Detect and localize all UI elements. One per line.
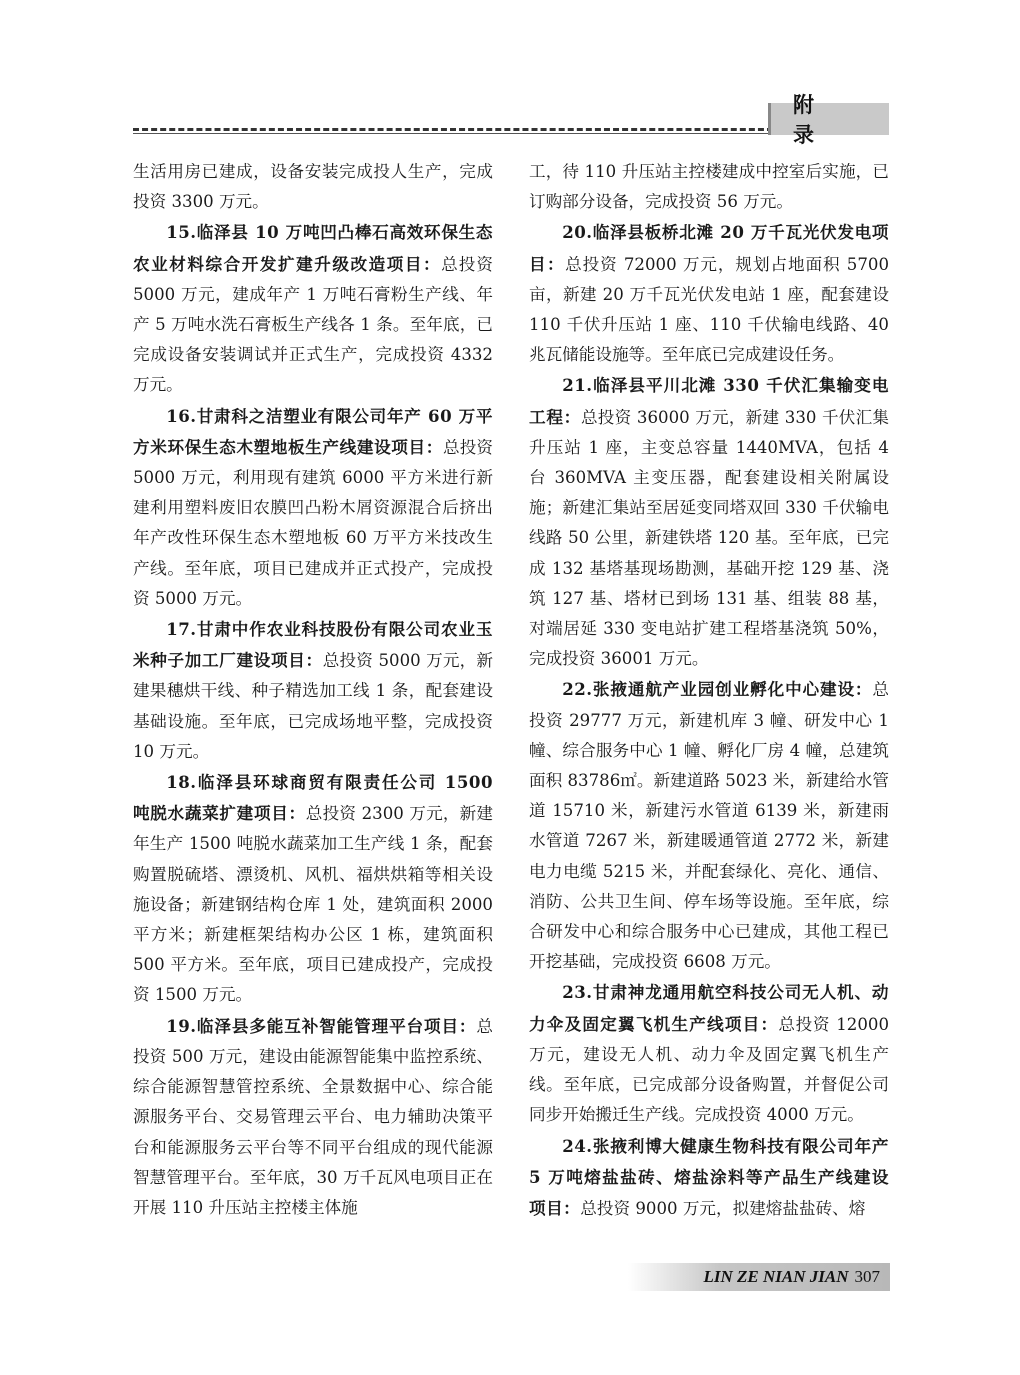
running-title: LIN ZE NIAN JIAN: [703, 1267, 849, 1286]
paragraph: 生活用房已建成，设备安装完成投人生产，完成投资 3300 万元。: [133, 162, 493, 212]
section-tab: [768, 92, 889, 147]
paragraph: 19.临泽县多能互补智能管理平台项目：总投资 500 万元，建设由能源智能集中监控系统、综合能源智慧管控系统、全景数据中心、综合能源服务平台、交易管理云平台、电力辅助决策平台和能源服务云平台等不同平台组成的现代能源智慧管理平台。至年底，30 万千瓦风电项目正在开展 110 升压站主控楼主体施: [133, 1015, 493, 1217]
item-title: 24.张掖利博大健康生物科技有限公司年产 5 万吨熔盐盐砖、熔盐涂料等产品生产线建设项目：: [529, 1135, 889, 1218]
header-dashed-rule: [133, 128, 773, 131]
page-number: 307: [854, 1267, 880, 1286]
paragraph: 18.临泽县环球商贸有限责任公司 1500 吨脱水蔬菜扩建项目：总投资 2300 万元，新建年生产 1500 吨脱水蔬菜加工生产线 1 条，配套购置脱硫塔、漂烫机、风机、福烘烘箱等相关设施设备；新建钢结构仓库 1 处，建筑面积 2000 平方米；新建框架结构办公区 1 栋，建筑面积 500 平方米。至年底，项目已建成投产，完成投资 1500 万元。: [133, 772, 493, 1005]
item-title: 15.临泽县 10 万吨凹凸棒石高效环保生态农业材料综合开发扩建升级改造项目：: [133, 222, 493, 274]
paragraph: 15.临泽县 10 万吨凹凸棒石高效环保生态农业材料综合开发扩建升级改造项目：总投资 5000 万元，建成年产 1 万吨石膏粉生产线、年产 5 万吨水洗石膏板生产线各 1 条。至年底，已完成设备安装调试并正式生产，完成投资 4332 万元。: [133, 222, 494, 395]
right-column: [529, 157, 889, 1224]
paragraph: 16.甘肃科之洁塑业有限公司年产 60 万平方米环保生态木塑地板生产线建设项目：总投资 5000 万元，利用现有建筑 6000 平方米进行新建利用塑料废旧农膜凹凸粉木屑资源混合后挤出年产改性环保生态木塑地板 60 万平方米技改生产线。至年底，项目已建成并正式投产，完成投资 5000 万元。: [133, 405, 494, 608]
item-title: 21.临泽县平川北滩 330 千伏汇集输变电工程：: [529, 375, 889, 427]
item-title: 20.临泽县板桥北滩 20 万千瓦光伏发电项目：: [529, 222, 889, 274]
footer-band: [628, 1263, 890, 1291]
header-rule: [133, 133, 773, 134]
item-title: 22.张掖通航产业园创业孵化中心建设：: [562, 679, 873, 700]
paragraph: 21.临泽县平川北滩 330 千伏汇集输变电工程：总投资 36000 万元，新建 330 千伏汇集升压站 1 座，主变总容量 1440MVA，包括 4 台 360MVA 主变压器，配套建设相关附属设施；新建汇集站至居延变同塔双回 330 千伏输电线路 50 公里，新建铁塔 120 基。至年底，已完成 132 基塔基现场勘测，基础开挖 129 基、浇筑 127 基、塔材已到场 131 基、组装 88 基，对端居延 330 变电站扩建工程塔基浇筑 50%，完成投资 36001 万元。: [529, 375, 889, 669]
paragraph: 24.张掖利博大健康生物科技有限公司年产 5 万吨熔盐盐砖、熔盐涂料等产品生产线建设项目：总投资 9000 万元，拟建熔盐盐砖、熔: [529, 1135, 889, 1218]
item-title: 18.临泽县环球商贸有限责任公司 1500 吨脱水蔬菜扩建项目：: [133, 772, 493, 824]
item-title: 19.临泽县多能互补智能管理平台项目：: [166, 1015, 477, 1036]
left-column: [133, 157, 493, 1223]
paragraph: 22.张掖通航产业园创业孵化中心建设：总投资 29777 万元，新建机库 3 幢、研发中心 1 幢、综合服务中心 1 幢、孵化厂房 4 幢，总建筑面积 83786㎡。新建道路 5023 米，新建给水管道 15710 米，新建污水管道 6139 米，新建雨水管道 7267 米，新建暖通管道 2772 米，新建电力电缆 5215 米，并配套绿化、亮化、通信、消防、公共卫生间、停车场等设施。至年底，综合研发中心和综合服务中心已建成，其他工程已开挖基础，完成投资 6608 万元。: [529, 679, 889, 972]
paragraph: 17.甘肃中作农业科技股份有限公司农业玉米种子加工厂建设项目：总投资 5000 万元，新建果穗烘干线、种子精选加工线 1 条，配套建设基础设施。至年底，已完成场地平整，完成投资 10 万元。: [133, 619, 494, 761]
item-title: 16.甘肃科之洁塑业有限公司年产 60 万平方米环保生态木塑地板生产线建设项目：: [133, 405, 493, 457]
item-title: 17.甘肃中作农业科技股份有限公司农业玉米种子加工厂建设项目：: [133, 619, 493, 671]
item-title: 23.甘肃神龙通用航空科技公司无人机、动力伞及固定翼飞机生产线项目：: [529, 982, 889, 1034]
paragraph: 20.临泽县板桥北滩 20 万千瓦光伏发电项目：总投资 72000 万元，规划占地面积 5700 亩，新建 20 万千瓦光伏发电站 1 座，配套建设 110 千伏升压站 1 座、110 千伏输电线路、40 兆瓦储能设施等。至年底已完成建设任务。: [529, 222, 890, 365]
paragraph: 工，待 110 升压站主控楼建成中控室后实施，已订购部分设备，完成投资 56 万元。: [529, 162, 889, 212]
paragraph: 23.甘肃神龙通用航空科技公司无人机、动力伞及固定翼飞机生产线项目：总投资 12000 万元，建设无人机、动力伞及固定翼飞机生产线。至年底，已完成部分设备购置，并督促公司同步开始搬迁生产线。完成投资 4000 万元。: [529, 982, 890, 1125]
section-title: 附 录: [793, 92, 836, 147]
